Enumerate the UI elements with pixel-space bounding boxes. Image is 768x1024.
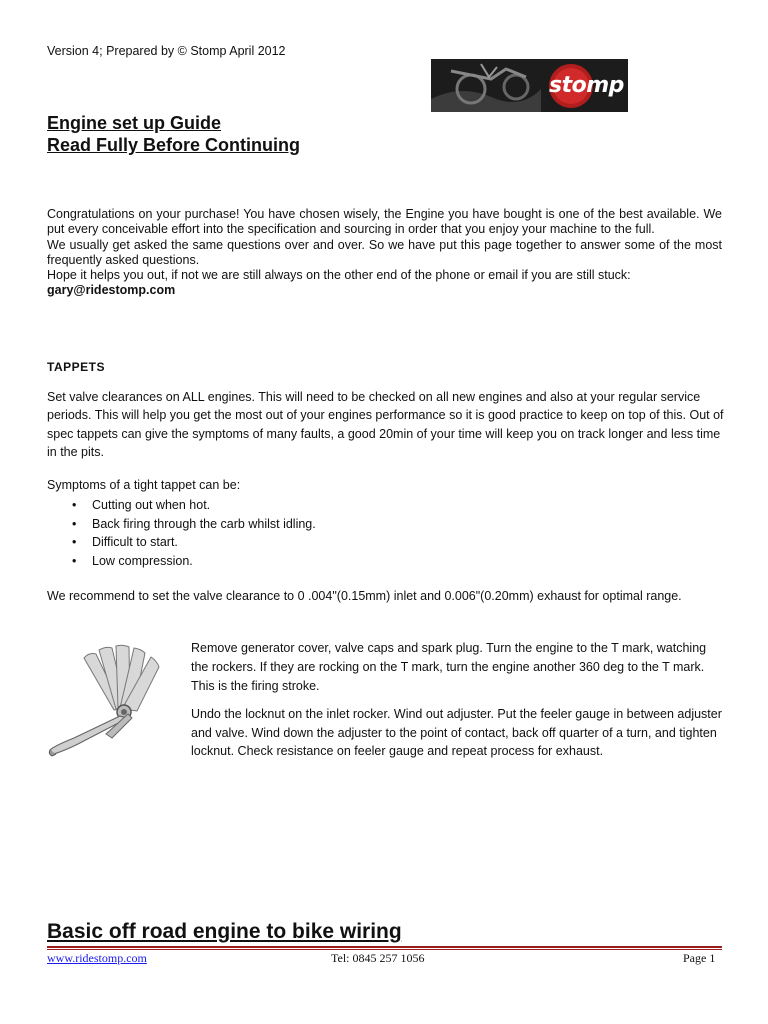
- footer-rule: [47, 946, 722, 948]
- symptoms-intro: Symptoms of a tight tappet can be:: [47, 478, 241, 492]
- tappets-heading: TAPPETS: [47, 360, 105, 374]
- intro-paragraph-3: Hope it helps you out, if not we are still always on the other end of the phone or email if you are still stuck:: [47, 268, 631, 283]
- guide-subtitle: Read Fully Before Continuing: [47, 135, 301, 155]
- valve-clearance-recommendation: We recommend to set the valve clearance to 0 .004"(0.15mm) inlet and 0.006"(0.20mm) exhaust for optimal range.: [47, 589, 682, 603]
- logo-text: stomp: [549, 73, 624, 98]
- contact-email[interactable]: gary@ridestomp.com: [47, 283, 176, 298]
- guide-title: Engine set up Guide: [47, 113, 222, 133]
- symptoms-list: [72, 496, 316, 570]
- procedure-step-1: Remove generator cover, valve caps and spark plug. Turn the engine to the T mark, watching the rockers. If they are rocking on the T mark, turn the engine another 360 deg to the T mark. This is the firing stroke.: [191, 641, 707, 693]
- list-item: • Back firing through the carb whilst idling.: [72, 515, 316, 534]
- website-link[interactable]: www.ridestomp.com: [47, 951, 147, 965]
- stomp-logo: [431, 59, 628, 112]
- list-item: • Cutting out when hot.: [72, 496, 316, 515]
- intro-text: [47, 207, 722, 299]
- wiring-heading: Basic off road engine to bike wiring: [47, 920, 402, 943]
- version-line: Version 4; Prepared by © Stomp April 2012: [47, 44, 286, 58]
- intro-paragraph-1: Congratulations on your purchase! You have chosen wisely, the Engine you have bought is one of the best available. We put every conceivable effort into the specification and sourcing in order that you enjoy your machine to the full.: [47, 207, 722, 237]
- list-item: • Difficult to start.: [72, 533, 316, 552]
- page-number: Page 1: [683, 951, 716, 965]
- footer-rule-thin: [47, 949, 722, 950]
- tappets-body: Set valve clearances on ALL engines. This will need to be checked on all new engines and also at your regular service periods. This will help you get the most out of your engines performance so it is good practice to keep on top of this. Out of spec tappets can give the symptoms of many faults, a good 20min of your time will keep you on track longer and less time in the pits.: [47, 390, 724, 459]
- feeler-gauge-image: [44, 640, 184, 768]
- procedure-step-2: Undo the locknut on the inlet rocker. Wind out adjuster. Put the feeler gauge in between adjuster and valve. Wind down the adjuster to the point of contact, back off quarter of a turn, and tighten locknut. Check resistance on feeler gauge and repeat process for exhaust.: [191, 707, 722, 758]
- footer-telephone: Tel: 0845 257 1056: [331, 951, 425, 965]
- list-item: • Low compression.: [72, 552, 316, 571]
- intro-paragraph-2: We usually get asked the same questions over and over. So we have put this page together to answer some of the most frequently asked questions.: [47, 237, 722, 267]
